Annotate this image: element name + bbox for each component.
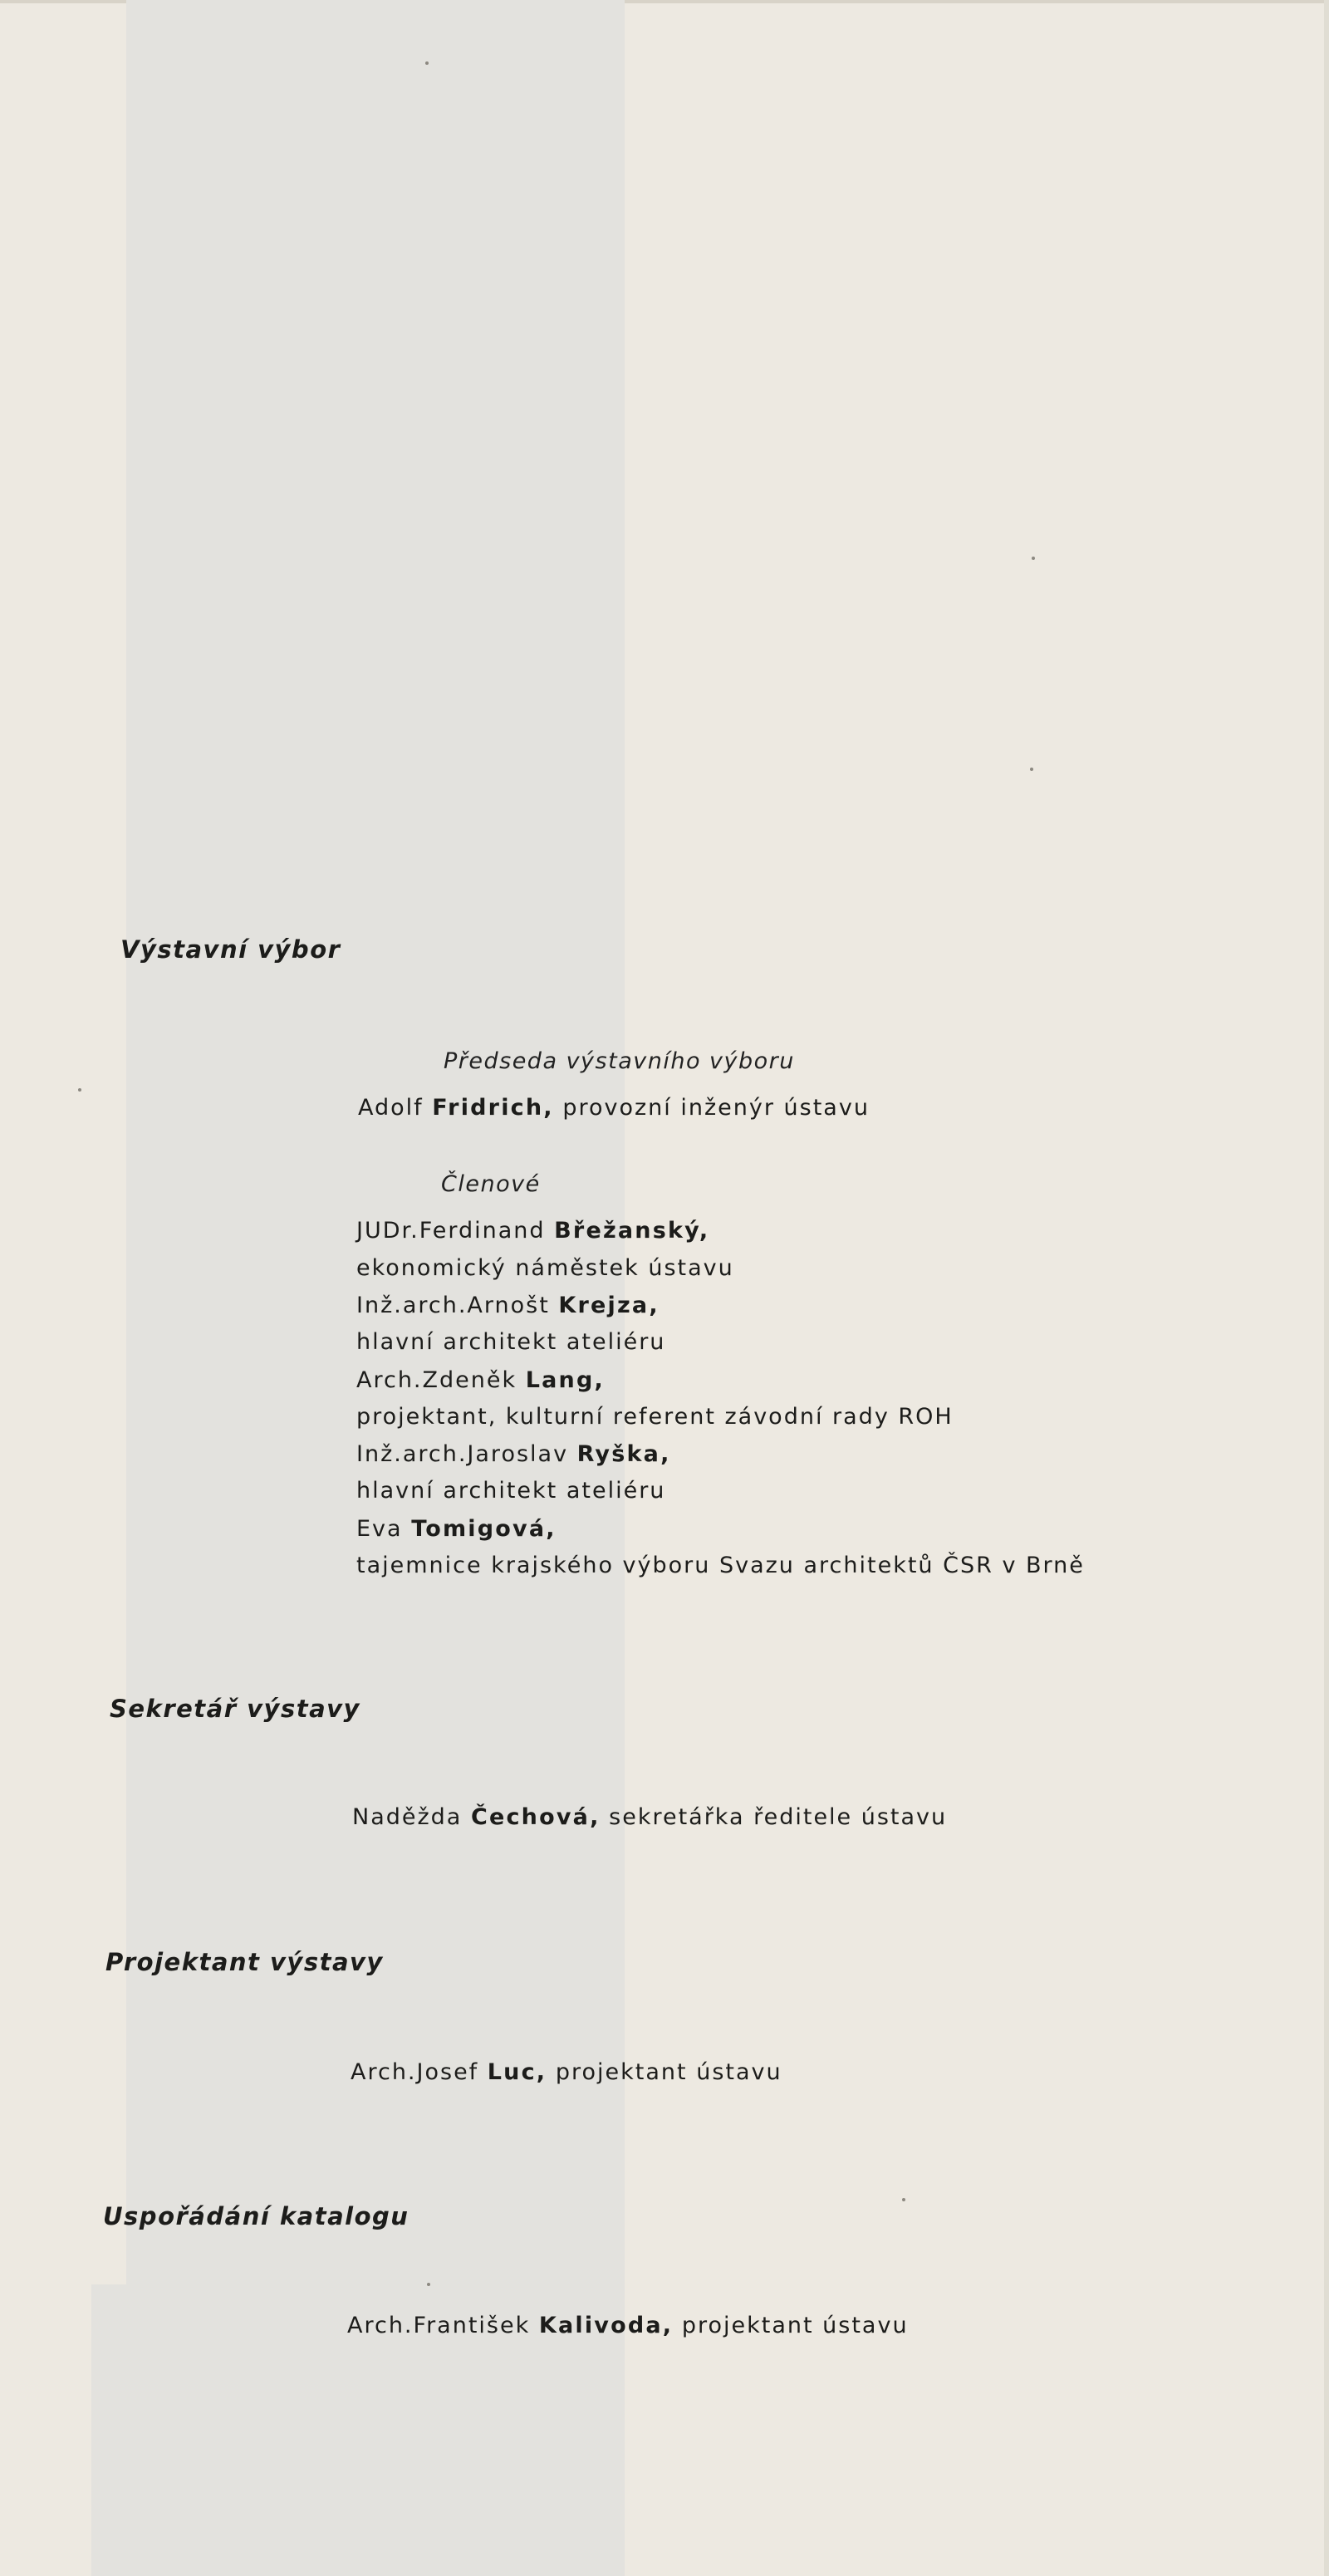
person-surname: Lang, [525,1367,605,1393]
person-surname: Kalivoda, [538,2313,674,2338]
paper-speck [902,2198,905,2201]
person-prefix: Arch.Josef [351,2059,479,2085]
member-2-name [356,1367,605,1393]
sekretar-entry [352,1804,947,1830]
paper-speck [427,2283,430,2286]
person-prefix: Inž.arch.Jaroslav [356,1441,569,1467]
person-surname: Břežanský, [554,1218,710,1244]
members-label: Členové [441,1171,541,1197]
member-4-role: tajemnice krajského výboru Svazu architektů ČSR v Brně [356,1553,1085,1578]
person-prefix: JUDr.Ferdinand [356,1218,546,1244]
person-role: projektant ústavu [681,2313,909,2338]
person-surname: Tomigová, [411,1516,557,1542]
person-prefix: Eva [356,1516,403,1542]
person-prefix: Inž.arch.Arnošt [356,1293,550,1318]
person-prefix: Adolf [358,1095,424,1121]
person-role: provozní inženýr ústavu [562,1095,870,1121]
member-2-role: projektant, kulturní referent závodní rady ROH [356,1404,954,1430]
person-surname: Čechová, [470,1804,601,1830]
person-prefix: Arch.Zdeněk [356,1367,517,1393]
projektant-entry [351,2059,782,2085]
member-1-name [356,1293,660,1318]
heading-sekretar: Sekretář výstavy [110,1695,360,1723]
member-4-name [356,1516,557,1542]
katalog-entry [347,2313,909,2338]
member-0-name [356,1218,709,1244]
member-3-name [356,1441,671,1467]
person-surname: Krejza, [558,1293,660,1318]
person-surname: Luc, [487,2059,547,2085]
chair-label: Předseda výstavního výboru [444,1048,795,1074]
paper-speck [425,61,429,65]
paper-speck [1030,768,1033,771]
heading-katalog: Uspořádání katalogu [103,2202,409,2230]
member-3-role: hlavní architekt ateliéru [356,1478,666,1504]
paper-speck [78,1088,81,1092]
person-surname: Ryška, [576,1441,671,1467]
page-right-edge [1324,0,1329,2576]
person-role: projektant ústavu [555,2059,782,2085]
person-role: sekretářka ředitele ústavu [609,1804,948,1830]
heading-projektant: Projektant výstavy [105,1948,384,1976]
paper-speck [1032,557,1035,560]
person-prefix: Arch.František [347,2313,531,2338]
person-surname: Fridrich, [432,1095,554,1121]
heading-vystavni-vybor: Výstavní výbor [120,935,341,964]
grey-column-band [126,0,625,2576]
person-prefix: Naděžda [352,1804,463,1830]
member-0-role: ekonomický náměstek ústavu [356,1255,734,1281]
member-1-role: hlavní architekt ateliéru [356,1329,666,1355]
chair-entry [358,1095,870,1121]
